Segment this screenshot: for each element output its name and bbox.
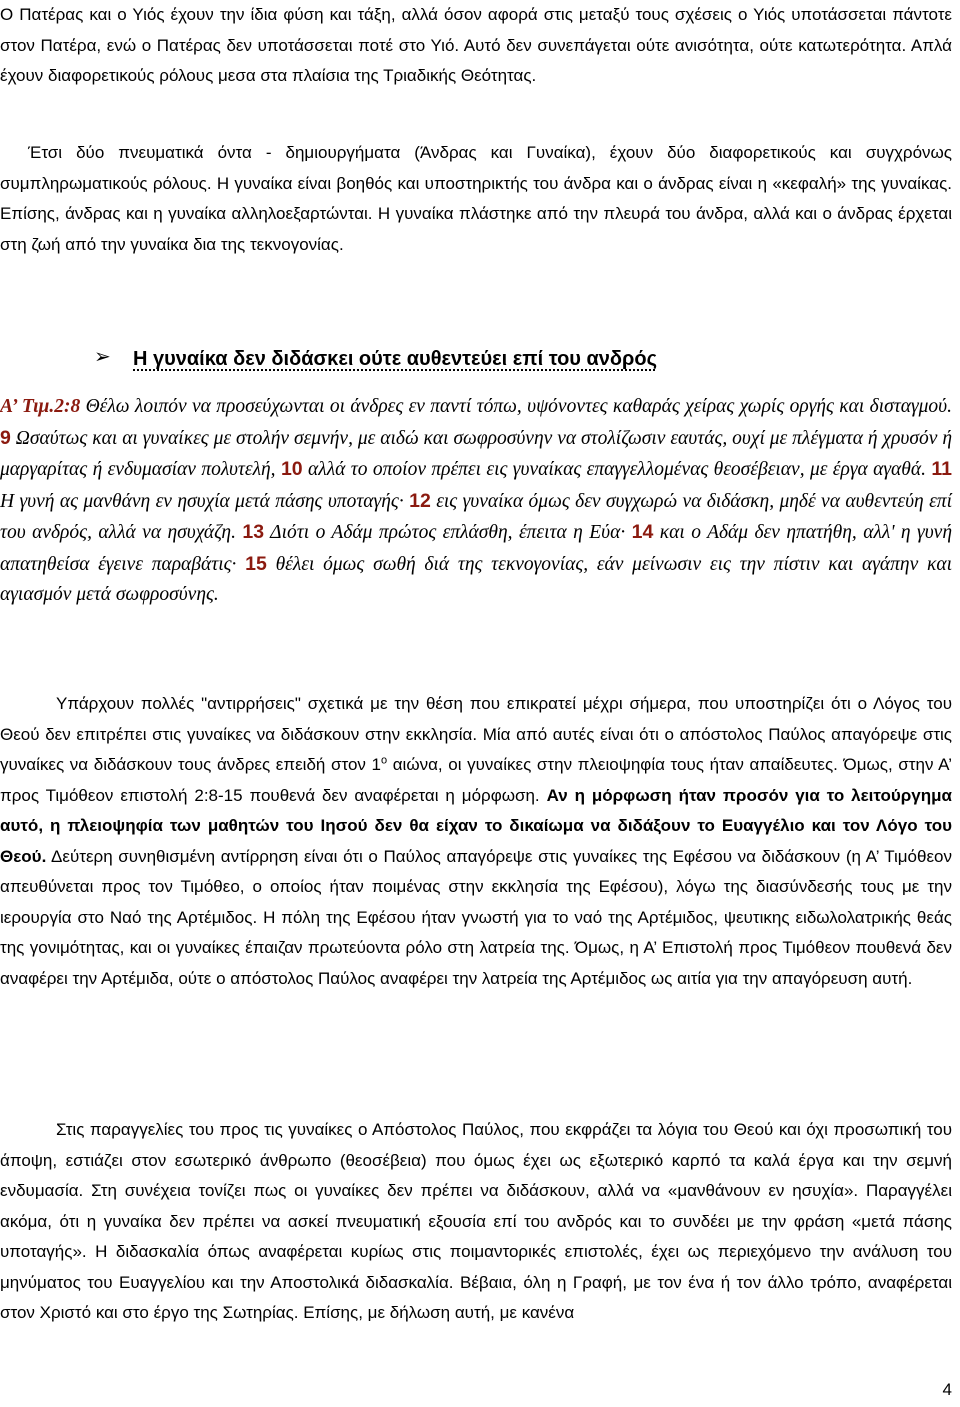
paragraph-trinity: Ο Πατέρας και ο Υιός έχουν την ίδια φύση και τάξη, αλλά όσον αφορά στις μεταξύ τους σχέσεις ο Υιός υποτάσσεται πάντοτε στον Πατέρα, ενώ ο Πατέρας δεν υποτάσσεται ποτέ στο Υιό. Αυτό δεν συνεπάγεται ούτε ανισότητα, ούτε κατωτερότητα. Απλά έχουν διαφορετικούς ρόλους μεσα στα πλαίσια της Τριαδικής Θεότητας. [0, 5, 952, 85]
verse-number-11: 11 [931, 458, 952, 480]
scripture-quote [0, 392, 952, 611]
page-number: 4 [942, 1380, 952, 1399]
verse-12: εις γυναίκα όμως δεν συγχωρώ να διδάσκη, μηδέ να αυθεντεύη επί του ανδρός, αλλά να ησυχάζη. [0, 490, 952, 543]
section-heading [0, 344, 952, 378]
scripture-reference: Α’ Τιμ.2:8 [0, 396, 81, 417]
paragraph-man-woman-roles: Έτσι δύο πνευματικά όντα - δημιουργήματα (Άνδρας και Γυναίκα), έχουν δύο διαφορετικούς και συγχρόνως συμπληρωματικούς ρόλους. Η γυναίκα είναι βοηθός και υποστηρικτής του άνδρα και ο άνδρας είναι η «κεφαλή» της γυναίκας. Επίσης, άνδρας και η γυναίκα αλληλοεξαρτώνται. Η γυναίκα πλάστηκε από την πλευρά του άνδρα, αλλά και ο άνδρας έρχεται στη ζωή από την γυναίκα δια της τεκνογονίας. [0, 143, 952, 254]
verse-8: Θέλω λοιπόν να προσεύχωνται οι άνδρες εν παντί τόπω, υψόνοντες καθαράς χείρας χωρίς οργής και δισταγμού. [80, 396, 952, 417]
verse-13: Διότι ο Αδάμ πρώτος επλάσθη, έπειτα η Εύα· [264, 522, 632, 543]
verse-number-12: 12 [409, 489, 431, 512]
objections-text-c: Δεύτερη συνηθισμένη αντίρρηση είναι ότι ο Παύλος απαγόρεψε στις γυναίκες της Εφέσου να διδάσκουν (η Α’ Τιμόθεον απευθύνεται προς τον Τιμόθεο, ο οποίος ήταν ποιμένας στην εκκλησία της Εφέσου), λόγω της διασύνδεσής τους με την ιερουργία στο Ναό της Αρτέμιδος. Η πόλη της Εφέσου ήταν γνωστή για το ναό της Αρτέμιδος, ψευτικης ειδωλολατρικής θεάς της γονιμότητας, και οι γυναίκες έπαιζαν πρωτεύοντα ρόλο στη λατρεία της. Όμως, η Α’ Επιστολή προς Τιμόθεον πουθενά δεν αναφέρει την Αρτέμιδα, ούτε ο απόστολος Παύλος αναφέρει την λατρεία της Αρτέμιδος ως αιτία για την απαγόρευση αυτή. [0, 846, 952, 988]
objections-text-b: αιώνα, οι γυναίκες στην πλειοψηφία τους ήταν απαίδευτες. Όμως, στην Α’ προς Τιμόθεον επιστολή 2:8-15 πουθενά δεν αναφέρεται η μόρφωση. [0, 755, 952, 805]
objections-text-a: Υπάρχουν πολλές "αντιρρήσεις" σχετικά με την θέση που επικρατεί μέχρι σήμερα, που υποστηρίζει ότι ο Λόγος του Θεού δεν επιτρέπει στις γυναίκες να διδάσκουν στην εκκλησία. Μία από αυτές είναι ότι ο απόστολος Παύλος απαγόρεψε στις γυναίκες να διδάσκουν τους άνδρες επειδή στον 1 [0, 694, 952, 774]
century-superscript: ο [380, 754, 388, 767]
paragraph-instructions: Στις παραγγελίες του προς τις γυναίκες ο Απόστολος Παύλος, που εκφράζει τα λόγια του Θεού και όχι προσωπική του άποψη, εστιάζει στον εσωτερικό άνθρωπο (θεοσέβεια) που όμως έχει ως εξωτερικό καρπό τα καλά έργα και την σεμνή ενδυμασία. Στη συνέχεια τονίζει πως οι γυναίκες δεν πρέπει να διδάσκουν, αλλά να «μανθάνουν εν ησυχία». Παραγγέλει ακόμα, ότι η γυναίκα δεν πρέπει να ασκεί πνευματική εξουσία επί του ανδρός και το συνδέει με την φράση «μετά πάσης υποταγής». Η διδασκαλία όπως αναφέρεται κυρίως στις ποιμαντορικές επιστολές, έχει ως περιεχόμενο την ανάλυση του μηνύματος του Ευαγγελίου και την Αποστολικά διδασκαλία. Βέβαια, όλη η Γραφή, με τον ένα ή τον άλλο τρόπο, αναφέρεται στον Χριστό και στο έργο της Σωτηρίας. Επίσης, με δήλωση αυτή, με κανένα [0, 1120, 952, 1322]
verse-number-9: 9 [0, 426, 11, 449]
verse-number-14: 14 [631, 521, 654, 543]
verse-9: Ωσαύτως και αι γυναίκες με στολήν σεμνήν, με αιδώ και σωφροσύνην να στολίζωσιν εαυτάς, ουχί με πλέγματα ή χρυσόν ή μαργαρίτας ή ενδυμασίαν πολυτελή, [0, 427, 952, 480]
verse-11: Η γυνή ας μανθάνη εν ησυχία μετά πάσης υποταγής· [0, 490, 410, 512]
paragraph-objections [0, 689, 952, 994]
section-heading-text: Η γυναίκα δεν διδάσκει ούτε αυθεντεύει επί του ανδρός [133, 348, 658, 370]
objections-bold-text: Αν η μόρφωση ήταν προσόν για το λειτούργημα αυτό, η πλειοψηφία των μαθητών του Ιησού δεν θα είχαν το δικαίωμα να διδάξουν το Ευαγγέλιο και τον Λόγο του Θεού. [0, 785, 952, 866]
verse-14: και ο Αδάμ δεν ηπατήθη, αλλ' η γυνή απατηθείσα έγεινε παραβάτις· [0, 522, 952, 575]
verse-number-13: 13 [242, 521, 265, 543]
verse-number-15: 15 [245, 552, 267, 575]
arrow-bullet-icon: ➢ [94, 346, 111, 368]
verse-number-10: 10 [280, 458, 303, 480]
verse-10: αλλά το οποίον πρέπει εις γυναίκας επαγγελλομένας θεοσέβειαν, με έργα αγαθά. [302, 459, 932, 480]
verse-15: θέλει όμως σωθή διά της τεκνογονίας, εάν μείνωσιν εις την πίστιν και αγάπην και αγιασμόν μετά σωφροσύνης. [0, 553, 952, 605]
